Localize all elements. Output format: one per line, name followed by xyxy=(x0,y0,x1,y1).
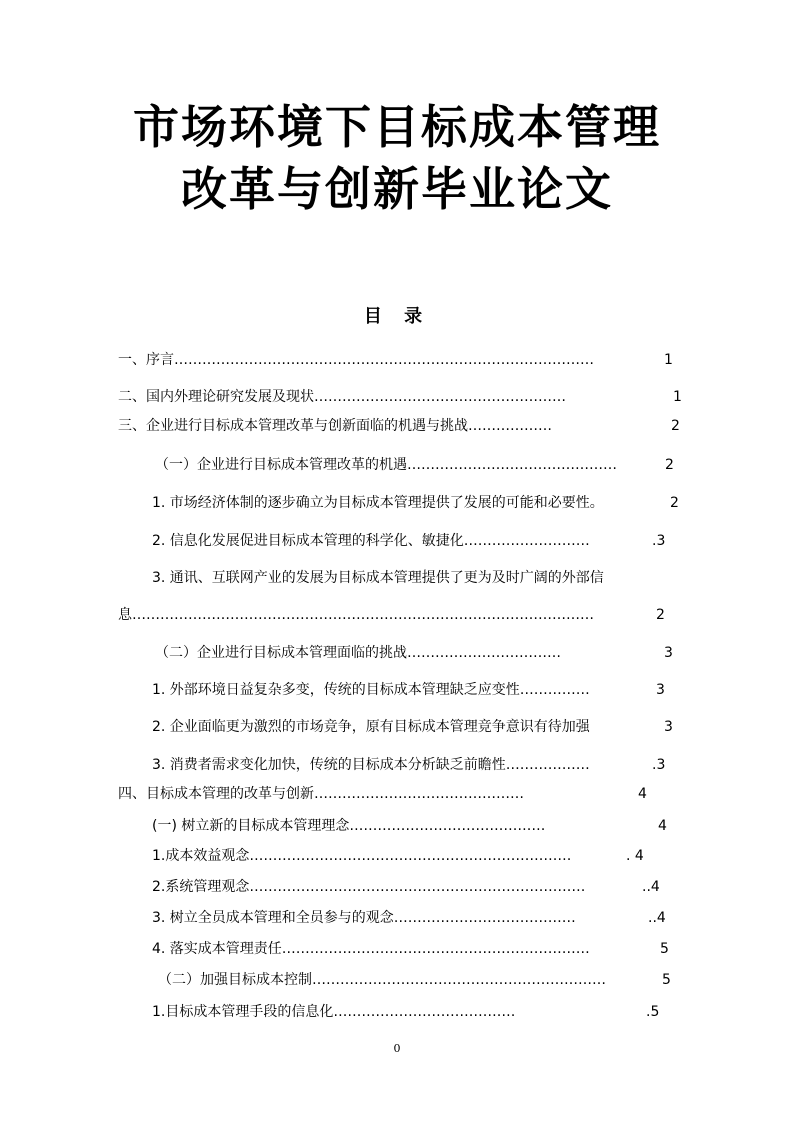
title-line-1: 市场环境下目标成本管理 xyxy=(133,100,661,154)
toc-entry: 2.系统管理观念……………………………………………………………… ..4 xyxy=(152,879,660,895)
toc-heading: 目 录 xyxy=(363,306,431,327)
toc-entry: 2. 信息化发展促进目标成本管理的科学化、敏捷化……………………… .3 xyxy=(152,533,666,549)
toc-entry: 1. 外部环境日益复杂多变，传统的目标成本管理缺乏应变性…………… 3 xyxy=(152,682,665,698)
title-line-2: 改革与创新毕业论文 xyxy=(181,162,613,216)
toc-entry: 1.成本效益观念…………………………………………………………… . 4 xyxy=(152,848,644,864)
toc-entry: （二）企业进行目标成本管理面临的挑战…………………………… 3 xyxy=(155,645,673,661)
page-number: 0 xyxy=(393,1042,401,1055)
toc-entry: 三、企业进行目标成本管理改革与创新面临的机遇与挑战……………… 2 xyxy=(118,418,680,434)
toc-entry: 4. 落实成本管理责任………………………………………………………… 5 xyxy=(152,941,669,957)
toc-entry: (一) 树立新的目标成本管理理念…………………………………… 4 xyxy=(152,818,667,834)
toc-entry: （二）加强目标成本控制……………………………………………………… 5 xyxy=(158,972,671,988)
toc-entry: （一）企业进行目标成本管理改革的机遇……………………………………… 2 xyxy=(155,457,674,473)
toc-entry: 3. 树立全员成本管理和全员参与的观念………………………………… ..4 xyxy=(152,910,666,926)
toc-entry: 二、国内外理论研究发展及现状……………………………………………… 1 xyxy=(118,389,682,405)
toc-entry: 2. 企业面临更为激烈的市场竞争，原有目标成本管理竞争意识有待加强 3 xyxy=(152,719,673,735)
toc-entry: 3. 通讯、互联网产业的发展为目标成本管理提供了更为及时广阔的外部信 xyxy=(152,570,604,586)
toc-entry: 息……………………………………………………………………………………… 2 xyxy=(118,607,665,623)
toc-entry: 3. 消费者需求变化加快，传统的目标成本分析缺乏前瞻性……………… .3 xyxy=(152,757,666,773)
document-title xyxy=(0,96,794,220)
toc-entry: 四、目标成本管理的改革与创新……………………………………… 4 xyxy=(118,786,647,802)
toc-entry: 1. 市场经济体制的逐步确立为目标成本管理提供了发展的可能和必要性。 2 xyxy=(152,495,679,511)
toc-entry: 一、序言……………………………………………………………………………… 1 xyxy=(118,352,673,368)
toc-entry: 1.目标成本管理手段的信息化………………………………… .5 xyxy=(152,1004,660,1020)
